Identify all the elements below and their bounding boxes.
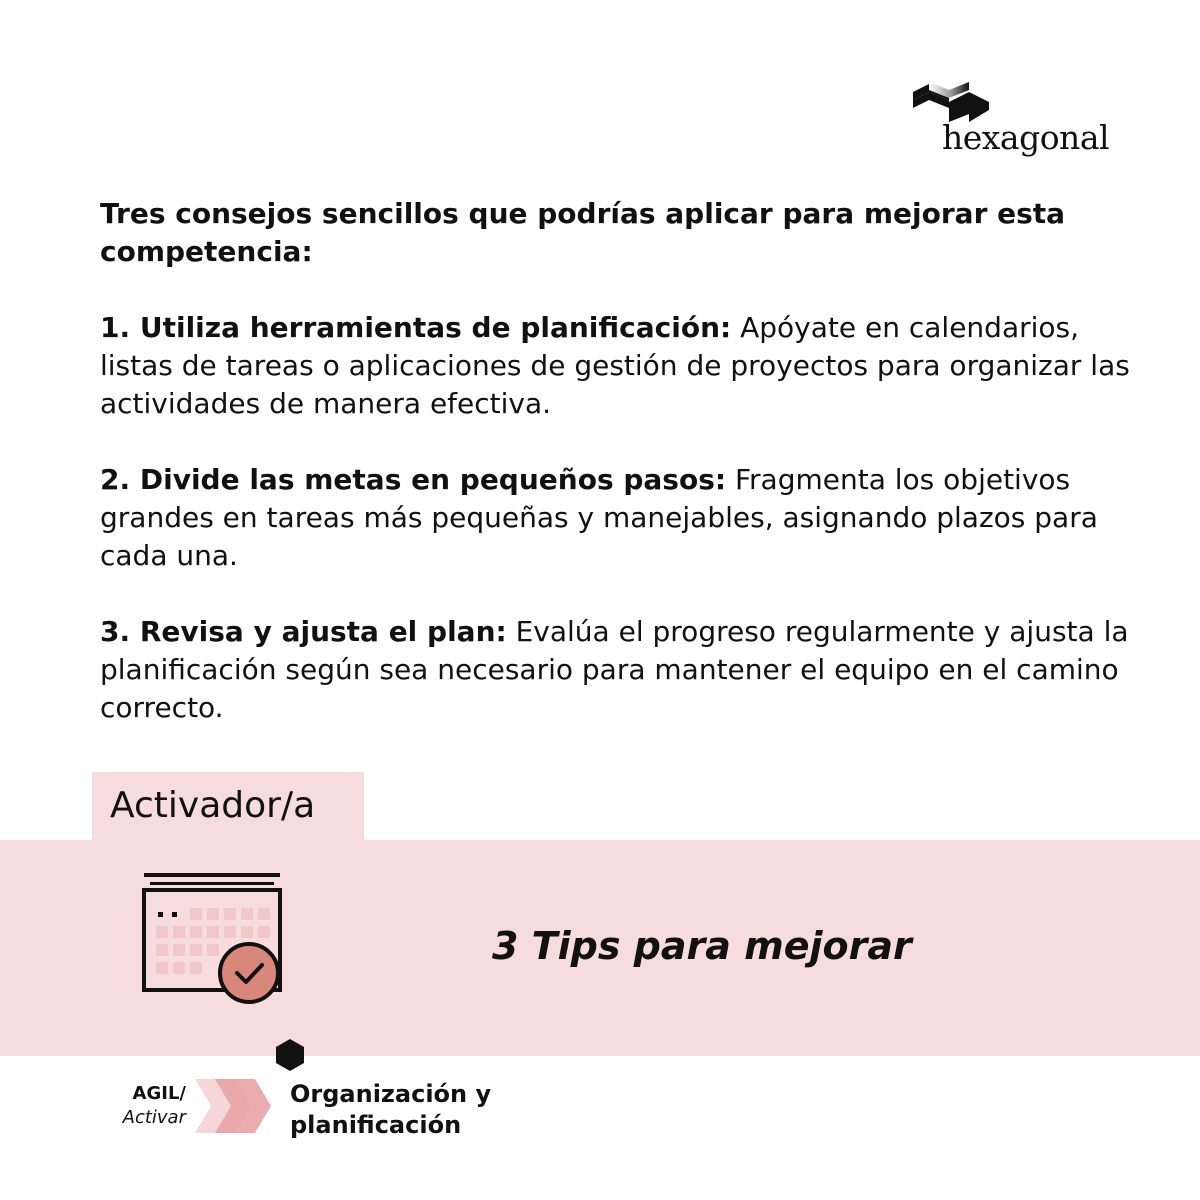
- competence-group: [100, 1082, 186, 1130]
- competence-name: [290, 1079, 500, 1141]
- chevron-arrows-icon: [193, 1077, 275, 1135]
- tip-title: 2. Divide las metas en pequeños pasos:: [100, 463, 727, 496]
- tip-item: [100, 613, 1130, 727]
- tip-text: Apóyate en calendarios, listas de tareas o aplicaciones de gestión de proyectos para organizar las actividades de manera efectiva.: [100, 311, 1130, 420]
- category-tab: Activador/a: [92, 772, 364, 840]
- calendar-check-icon: [138, 868, 288, 1008]
- hexagonal-logo-mark-icon: [911, 78, 989, 122]
- group-label: AGIL/: [132, 1083, 186, 1104]
- tip-item: [100, 309, 1130, 423]
- tip-item: [100, 461, 1130, 575]
- brand-logo: [905, 78, 1110, 168]
- subgroup-label: Activar: [122, 1107, 186, 1128]
- competence-name-text: Organización y planificación: [290, 1080, 492, 1139]
- brand-name: hexagonal: [942, 118, 1110, 157]
- intro-text: Tres consejos sencillos que podrías aplicar para mejorar esta competencia:: [100, 197, 1066, 268]
- tips-banner: [0, 840, 1200, 1056]
- tip-text: Evalúa el progreso regularmente y ajusta la planificación según sea necesario para mantener el equipo en el camino correcto.: [100, 615, 1129, 724]
- tip-text: Fragmenta los objetivos grandes en tareas más pequeñas y manejables, asignando plazos para cada una.: [100, 463, 1098, 572]
- tip-title: 1. Utiliza herramientas de planificación:: [100, 311, 732, 344]
- tips-content: [100, 195, 1130, 765]
- tip-title: 3. Revisa y ajusta el plan:: [100, 615, 507, 648]
- hexagon-icon: [273, 1037, 307, 1073]
- banner-title: 3 Tips para mejorar: [492, 924, 912, 968]
